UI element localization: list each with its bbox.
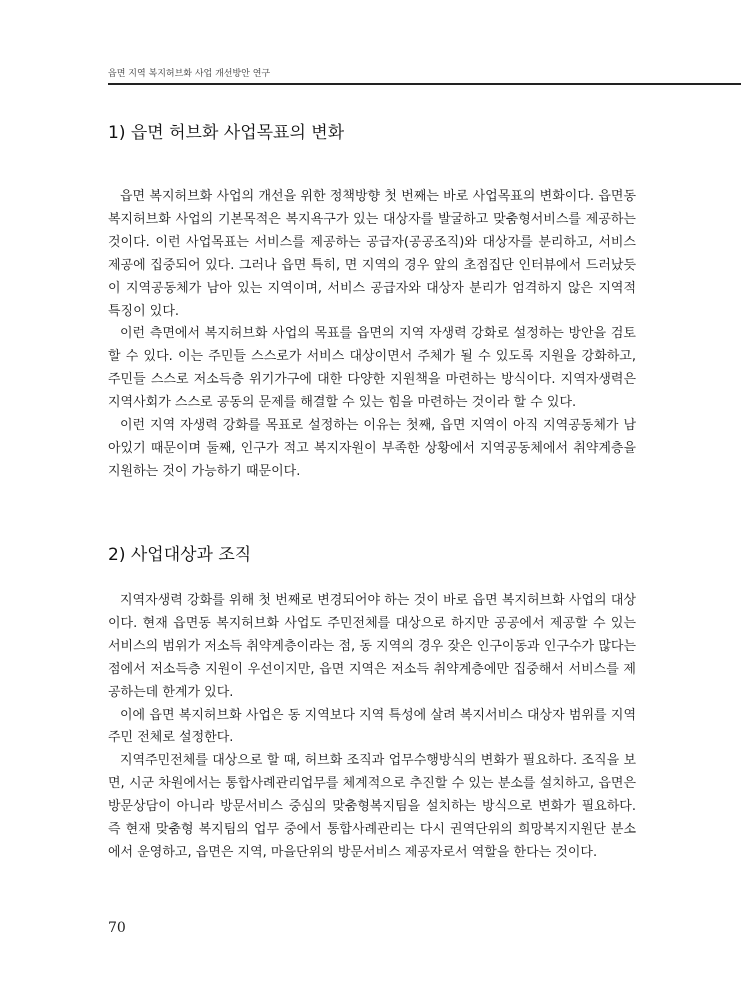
paragraph: 지역자생력 강화를 위해 첫 번째로 변경되어야 하는 것이 바로 읍면 복지허브화 사업의 대상이다. 현재 읍면동 복지허브화 사업도 주민전체를 대상으로 하지만 공공에서 제공할 수 있는 서비스의 범위가 저소득 취약계층이라는 점, 동 지역의 경우 잦은 인구이동과 인구수가 많다는 점에서 저소득층 지원이 우선이지만, 읍면 지역은 저소득 취약계층에만 집중해서 서비스를 제공하는데 한계가 있다. [108, 593, 636, 700]
paragraph: 지역주민전체를 대상으로 할 때, 허브화 조직과 업무수행방식의 변화가 필요하다. 조직을 보면, 시군 차원에서는 통합사례관리업무를 체계적으로 추진할 수 있는 분소를 설치하고, 읍면은 방문상담이 아니라 방문서비스 중심의 맞춤형복지팀을 설치하는 방식으로 변화가 필요하다. 즉 현재 맞춤형 복지팀의 업무 중에서 통합사례관리는 다시 권역단위의 희망복지지원단 분소에서 운영하고, 읍면은 지역, 마을단위의 방문서비스 제공자로서 역할을 한다는 것이다. [108, 753, 636, 860]
section-2-heading: 2) 사업대상과 조직 [108, 545, 252, 565]
running-header: 읍면 지역 복지허브화 사업 개선방안 연구 [108, 69, 271, 79]
header-rule [108, 83, 741, 85]
paragraph: 이런 측면에서 복지허브화 사업의 목표를 읍면의 지역 자생력 강화로 설정하는 방안을 검토할 수 있다. 이는 주민들 스스로가 서비스 대상이면서 주체가 될 수 있도록 지원을 강화하고, 주민들 스스로 저소득층 위기가구에 대한 다양한 지원책을 마련하는 방식이다. 지역자생력은 지역사회가 스스로 공동의 문제를 해결할 수 있는 힘을 마련하는 것이라 할 수 있다. [108, 326, 636, 411]
paragraph: 이런 지역 자생력 강화를 목표로 설정하는 이유는 첫째, 읍면 지역이 아직 지역공동체가 남아있기 때문이며 둘째, 인구가 적고 복지자원이 부족한 상황에서 지역공동체에서 취약계층을 지원하는 것이 가능하기 때문이다. [108, 418, 636, 479]
paragraph: 읍면 복지허브화 사업의 개선을 위한 정책방향 첫 번째는 바로 사업목표의 변화이다. 읍면동 복지허브화 사업의 기본목적은 복지욕구가 있는 대상자를 발굴하고 맞춤형서비스를 제공하는 것이다. 이런 사업목표는 서비스를 제공하는 공급자(공공조직)와 대상자를 분리하고, 서비스 제공에 집중되어 있다. 그러나 읍면 특히, 면 지역의 경우 앞의 초점집단 인터뷰에서 드러났듯이 지역공동체가 남아 있는 지역이며, 서비스 공급자와 대상자 분리가 엄격하지 않은 지역적 특징이 있다. [108, 189, 636, 319]
section-1-heading: 1) 읍면 허브화 사업목표의 변화 [108, 123, 345, 143]
section-2-body [108, 590, 636, 865]
page-number: 70 [108, 920, 126, 936]
section-1-body [108, 186, 636, 484]
paragraph: 이에 읍면 복지허브화 사업은 동 지역보다 지역 특성에 살려 복지서비스 대상자 범위를 지역주민 전체로 설정한다. [108, 707, 636, 746]
